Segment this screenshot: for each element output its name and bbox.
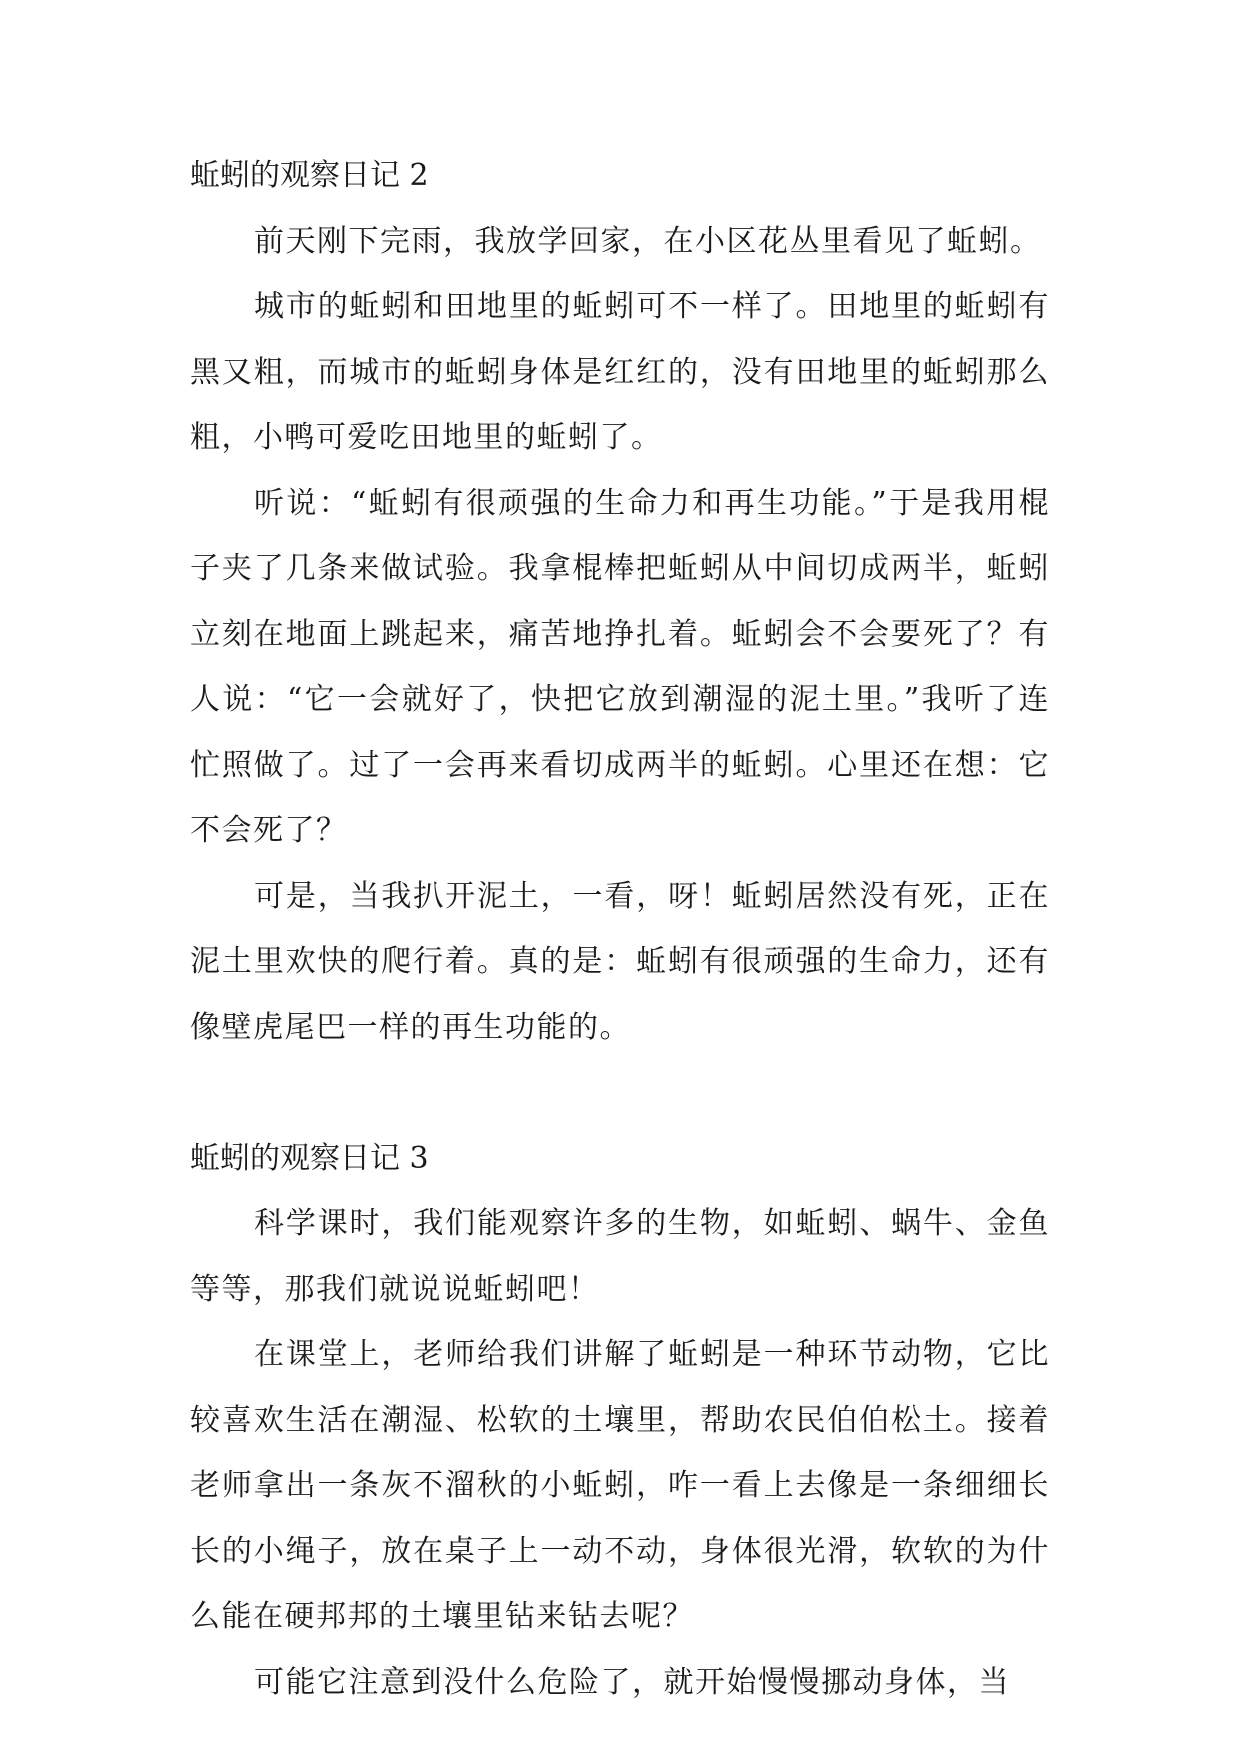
paragraph: 可是，当我扒开泥土，一看，呀！蚯蚓居然没有死，正在泥土里欢快的爬行着。真的是：蚯蚓有很顽强的生命力，还有像壁虎尾巴一样的再生功能的。: [190, 878, 1050, 1045]
paragraph: 前天刚下完雨，我放学回家，在小区花丛里看见了蚯蚓。: [254, 223, 1042, 259]
paragraph: 城市的蚯蚓和田地里的蚯蚓可不一样了。田地里的蚯蚓有黑又粗，而城市的蚯蚓身体是红红的，没有田地里的蚯蚓那么粗，小鸭可爱吃田地里的蚯蚓了。: [190, 289, 1050, 455]
diary-section-3: [190, 1126, 1050, 1716]
paragraph: 听说：“蚯蚓有很顽强的生命力和再生功能。”于是我用棍子夹了几条来做试验。我拿棍棒把蚯蚓从中间切成两半，蚯蚓立刻在地面上跳起来，痛苦地挣扎着。蚯蚓会不会要死了？有人说：“它一会就好了，快把它放到潮湿的泥土里。”我听了连忙照做了。过了一会再来看切成两半的蚯蚓。心里还在想：它不会死了？: [190, 485, 1050, 848]
paragraph: 在课堂上，老师给我们讲解了蚯蚓是一种环节动物，它比较喜欢生活在潮湿、松软的土壤里，帮助农民伯伯松土。接着老师拿出一条灰不溜秋的小蚯蚓，咋一看上去像是一条细细长长的小绳子，放在桌子上一动不动，身体很光滑，软软的为什么能在硬邦邦的土壤里钻来钻去呢？: [190, 1337, 1050, 1634]
section-heading: 蚯蚓的观察日记 3: [190, 1140, 429, 1176]
diary-section-2: [190, 143, 1050, 1060]
document-page: [190, 143, 1050, 1715]
section-spacer: [190, 1060, 1050, 1126]
section-heading: 蚯蚓的观察日记 2: [190, 158, 429, 193]
paragraph: 可能它注意到没什么危险了，就开始慢慢挪动身体，当: [254, 1664, 1010, 1700]
paragraph: 科学课时，我们能观察许多的生物，如蚯蚓、蜗牛、金鱼等等，那我们就说说蚯蚓吧！: [190, 1206, 1050, 1307]
